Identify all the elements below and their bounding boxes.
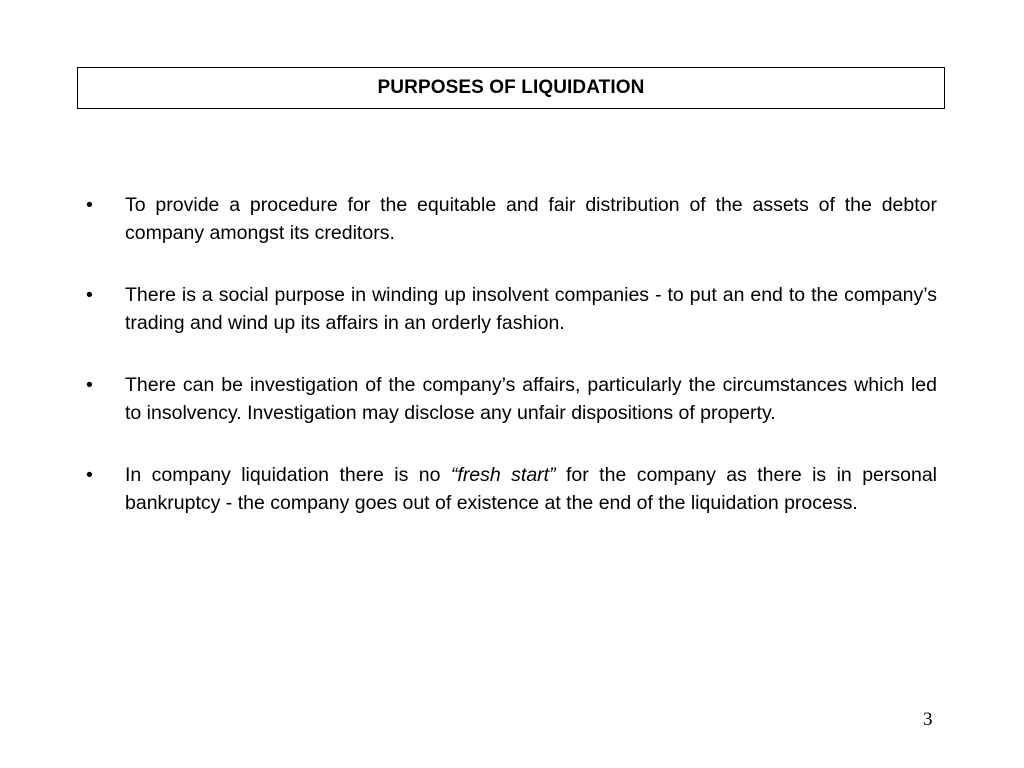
bullet-text: There can be investigation of the company’s affairs, particularly the circumstances which led to insolvency. Investigation may disclose any unfair dispositions of property.	[125, 374, 937, 424]
bullet-item-social-purpose	[86, 281, 937, 337]
bullet-item-investigation	[86, 371, 937, 427]
bullet-icon: •	[86, 464, 93, 486]
bullet-text-before: In company liquidation there is no	[125, 464, 451, 486]
bullet-item-procedure	[86, 191, 937, 247]
bullet-icon: •	[86, 194, 93, 216]
bullet-item-fresh-start	[86, 461, 937, 517]
bullet-text-italic: “fresh start”	[450, 464, 556, 486]
slide-title-box	[77, 67, 945, 109]
slide-title: PURPOSES OF LIQUIDATION	[377, 77, 645, 98]
bullet-text	[125, 461, 937, 517]
bullet-text: There is a social purpose in winding up insolvent companies - to put an end to the company’s trading and wind up its affairs in an orderly fashion.	[125, 284, 937, 334]
bullet-text-after: for the company as there is in personal bankruptcy - the company goes out of existence at the end of the liquidation process.	[125, 464, 937, 514]
bullet-icon: •	[86, 374, 93, 396]
bullet-text: To provide a procedure for the equitable and fair distribution of the assets of the debtor company amongst its creditors.	[125, 194, 937, 244]
bullet-list	[86, 191, 937, 551]
bullet-icon: •	[86, 284, 93, 306]
page-number: 3	[923, 709, 933, 730]
